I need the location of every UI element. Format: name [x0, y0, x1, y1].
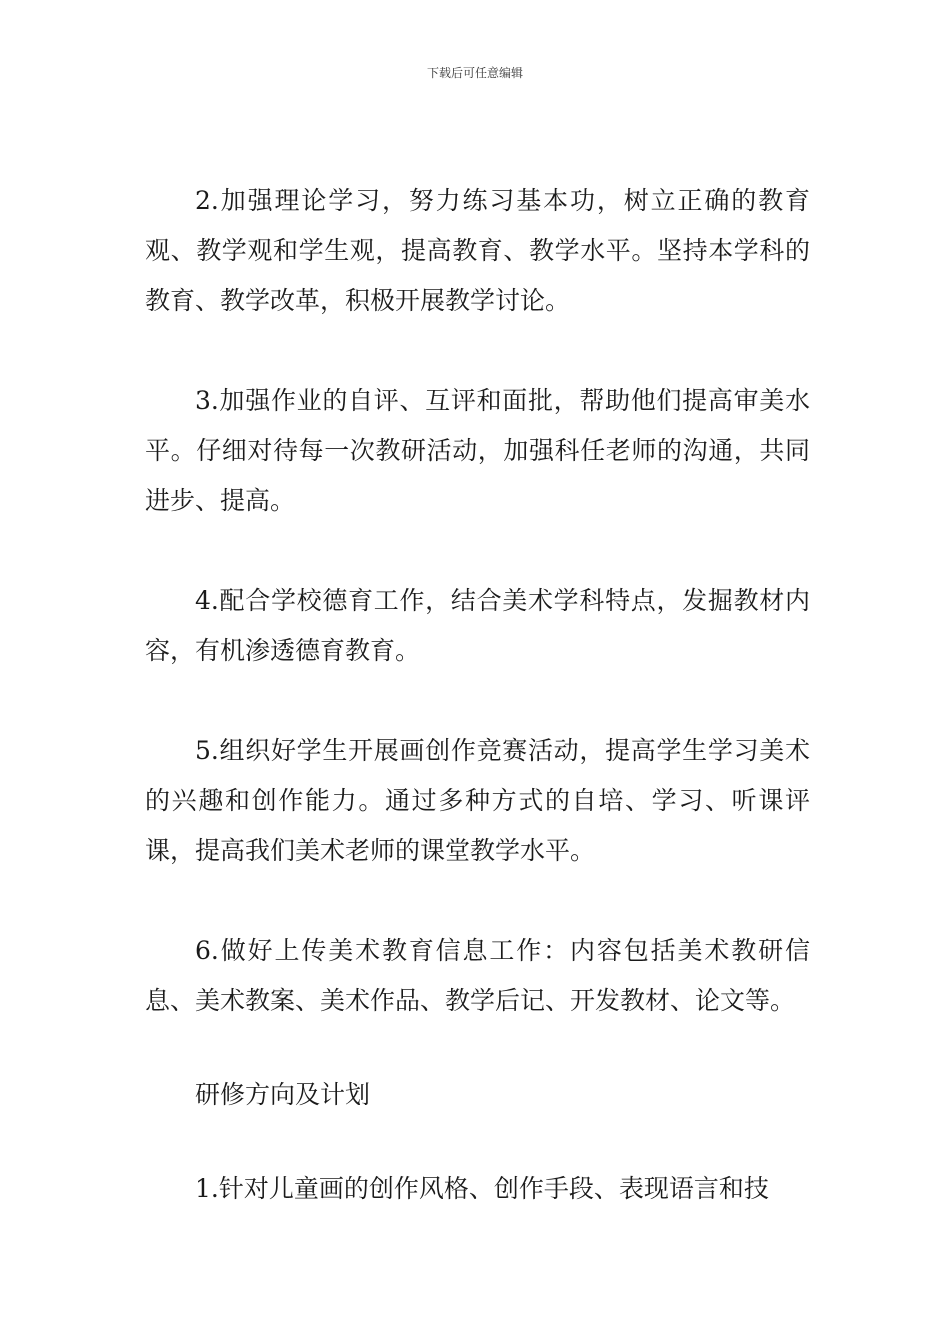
paragraph-spacer [145, 526, 810, 576]
paragraph-spacer [145, 876, 810, 926]
paragraph-item-5: 5.组织好学生开展画创作竞赛活动，提高学生学习美术的兴趣和创作能力。通过多种方式的自培、学习、听课评课，提高我们美术老师的课堂教学水平。 [145, 736, 810, 865]
paragraph-item-2: 2.加强理论学习，努力练习基本功，树立正确的教育观、教学观和学生观，提高教育、教学水平。坚持本学科的教育、教学改革，积极开展教学讨论。 [145, 186, 810, 315]
page-header-note: 下载后可任意编辑 [426, 66, 523, 80]
paragraph-spacer [145, 1026, 810, 1070]
paragraph-spacer [145, 326, 810, 376]
section-heading: 研修方向及计划 [195, 1080, 371, 1109]
document-body [145, 176, 810, 1214]
paragraph-item-3: 3.加强作业的自评、互评和面批，帮助他们提高审美水平。仔细对待每一次教研活动，加强科任老师的沟通，共同进步、提高。 [145, 386, 810, 515]
paragraph-spacer [145, 1120, 810, 1164]
paragraph-spacer [145, 676, 810, 726]
paragraph-item-4: 4.配合学校德育工作，结合美术学科特点，发掘教材内容，有机渗透德育教育。 [145, 586, 810, 665]
paragraph-item-6: 6.做好上传美术教育信息工作：内容包括美术教研信息、美术教案、美术作品、教学后记、开发教材、论文等。 [145, 936, 810, 1015]
paragraph-item-1: 1.针对儿童画的创作风格、创作手段、表现语言和技 [195, 1174, 769, 1203]
